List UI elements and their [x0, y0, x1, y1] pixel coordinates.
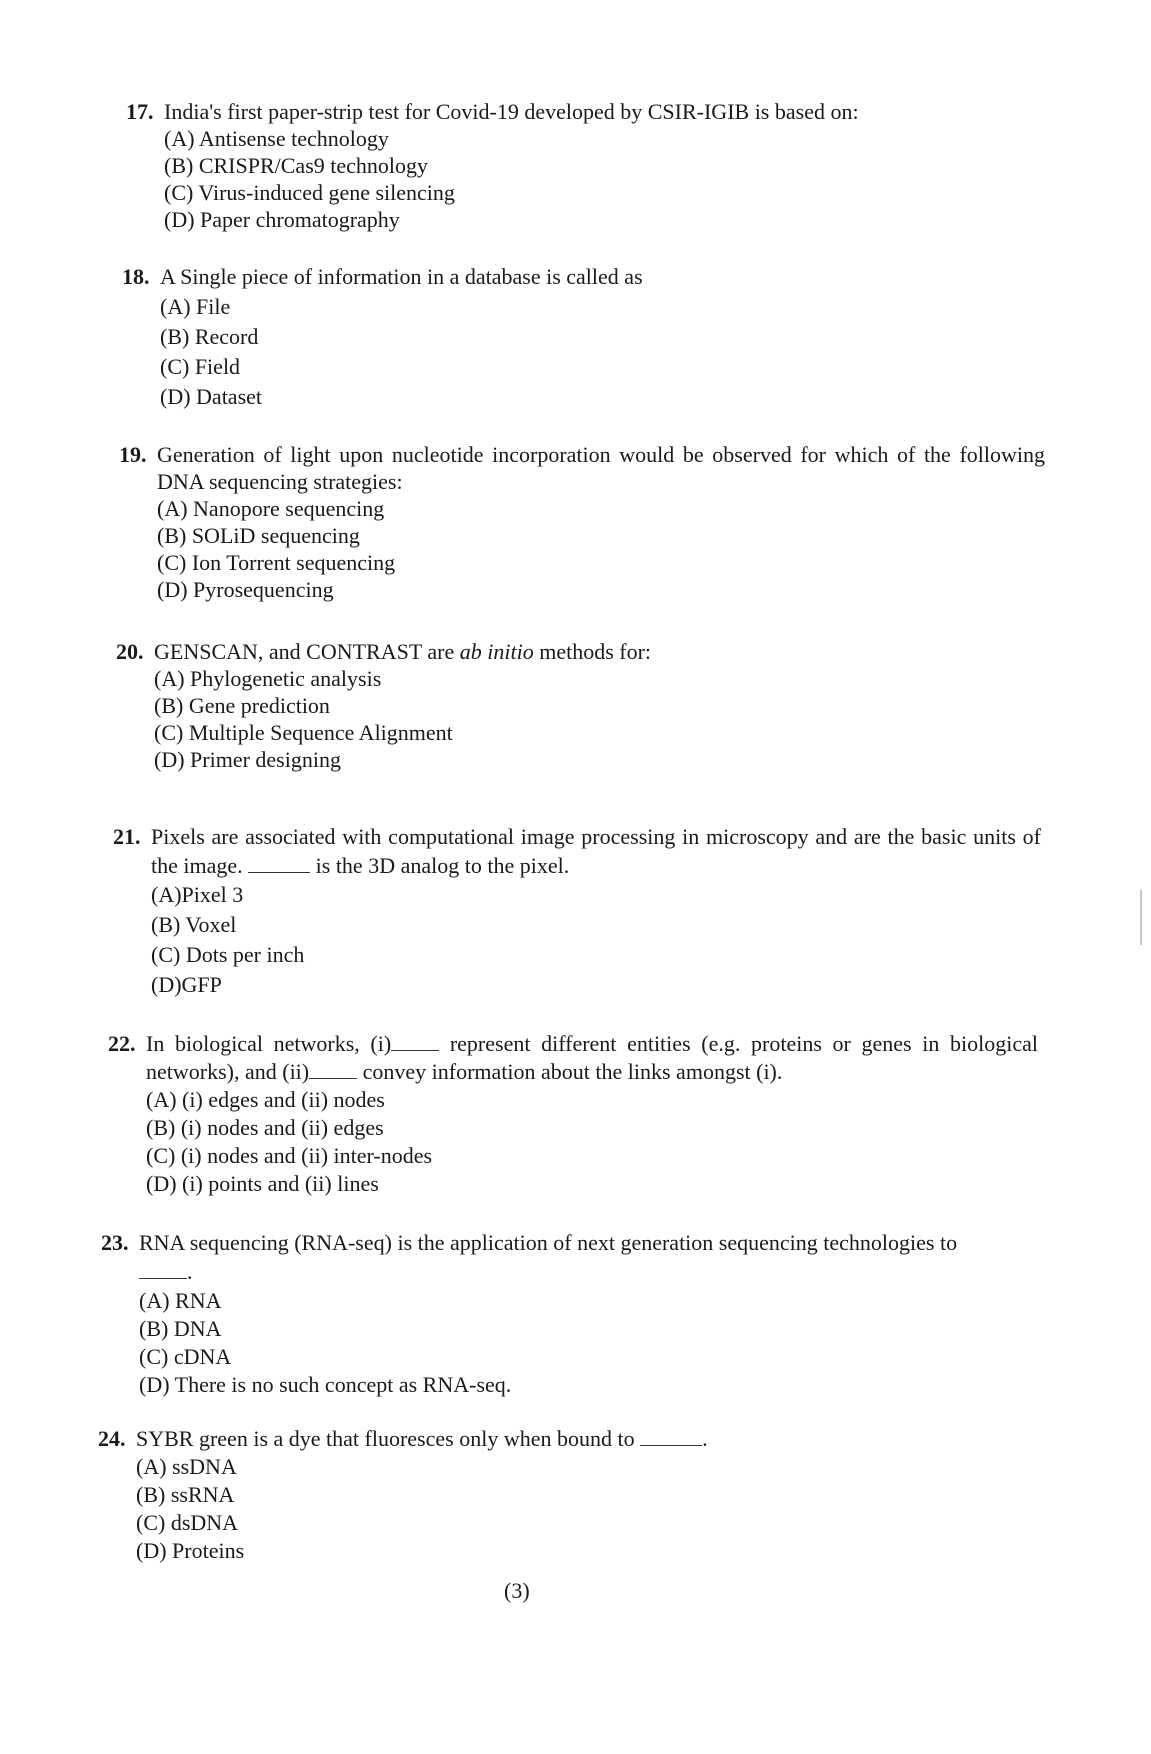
question-number: 21. [113, 824, 141, 849]
option-c: (C) Virus-induced gene silencing [164, 180, 455, 205]
option-c: (C) Ion Torrent sequencing [157, 550, 396, 575]
option-a: (A) File [160, 294, 231, 319]
question-19 [119, 441, 1045, 603]
option-a: (A) Phylogenetic analysis [154, 666, 382, 691]
question-number: 22. [108, 1031, 136, 1056]
option-c: (C) dsDNA [136, 1510, 239, 1535]
question-20 [116, 638, 1056, 773]
option-b: (B) (i) nodes and (ii) edges [146, 1115, 384, 1140]
option-c: (C) (i) nodes and (ii) inter-nodes [146, 1143, 433, 1168]
question-number: 18. [122, 264, 150, 289]
option-b: (B) ssRNA [136, 1482, 235, 1507]
options-list [122, 292, 1062, 412]
answer-blank [248, 854, 310, 873]
question-24 [98, 1425, 1038, 1565]
options-list [119, 495, 1045, 603]
question-text: Pixels are associated with computational image processing in microscopy and are the basic units of the image. is the 3D analog to the pixel. [151, 824, 1041, 878]
question-number: 23. [101, 1230, 129, 1255]
italic-term: ab initio [459, 639, 534, 664]
option-b: (B) Gene prediction [154, 693, 330, 718]
option-d: (D) Proteins [136, 1538, 245, 1563]
option-b: (B) CRISPR/Cas9 technology [164, 153, 429, 178]
option-a: (A) (i) edges and (ii) nodes [146, 1087, 385, 1112]
question-text: In biological networks, (i) represent different entities (e.g. proteins or genes in biological networks), and (ii) convey information about the links amongst (i). [146, 1031, 1038, 1084]
option-d: (D) There is no such concept as RNA-seq. [139, 1372, 512, 1397]
question-23 [101, 1228, 1038, 1398]
option-d: (D) Pyrosequencing [157, 577, 334, 602]
option-c: (C) Field [160, 354, 241, 379]
option-c: (C) Multiple Sequence Alignment [154, 720, 453, 745]
question-number: 24. [98, 1426, 126, 1451]
question-21 [113, 822, 1041, 1000]
options-list [101, 1286, 1038, 1398]
option-d: (D) Primer designing [154, 747, 341, 772]
options-list [126, 125, 1066, 233]
answer-blank-i [391, 1032, 439, 1051]
scan-mark [1140, 890, 1142, 945]
option-d: (D)GFP [151, 972, 222, 997]
question-number: 17. [126, 99, 154, 124]
option-b: (B) Voxel [151, 912, 237, 937]
question-text: Generation of light upon nucleotide incorporation would be observed for which of the following DNA sequencing strategies: [157, 442, 1045, 494]
option-c: (C) Dots per inch [151, 942, 305, 967]
option-b: (B) DNA [139, 1316, 222, 1341]
question-text: GENSCAN, and CONTRAST are ab initio methods for: [154, 639, 652, 664]
option-d: (D) Paper chromatography [164, 207, 400, 232]
option-a: (A)Pixel 3 [151, 882, 244, 907]
page-number: (3) [504, 1578, 530, 1603]
question-text: A Single piece of information in a database is called as [160, 264, 643, 289]
options-list [98, 1453, 1038, 1565]
question-22 [108, 1030, 1038, 1198]
question-text: India's first paper-strip test for Covid-19 developed by CSIR-IGIB is based on: [164, 99, 859, 124]
option-a: (A) Antisense technology [164, 126, 389, 151]
option-d: (D) (i) points and (ii) lines [146, 1171, 379, 1196]
option-c: (C) cDNA [139, 1344, 232, 1369]
question-text: SYBR green is a dye that fluoresces only when bound to . [136, 1426, 708, 1451]
options-list [116, 665, 1056, 773]
question-number: 19. [119, 442, 147, 467]
question-number: 20. [116, 639, 144, 664]
answer-blank-ii [309, 1060, 357, 1079]
question-text: RNA sequencing (RNA-seq) is the application of next generation sequencing technologies to . [139, 1230, 958, 1284]
option-a: (A) Nanopore sequencing [157, 496, 385, 521]
options-list [108, 1086, 1038, 1198]
question-18 [122, 262, 1062, 412]
option-a: (A) ssDNA [136, 1454, 237, 1479]
option-b: (B) SOLiD sequencing [157, 523, 360, 548]
answer-blank [640, 1427, 702, 1446]
option-d: (D) Dataset [160, 384, 263, 409]
option-b: (B) Record [160, 324, 259, 349]
options-list [113, 880, 1041, 1000]
option-a: (A) RNA [139, 1288, 222, 1313]
answer-blank [139, 1260, 187, 1279]
question-17 [126, 98, 1066, 233]
